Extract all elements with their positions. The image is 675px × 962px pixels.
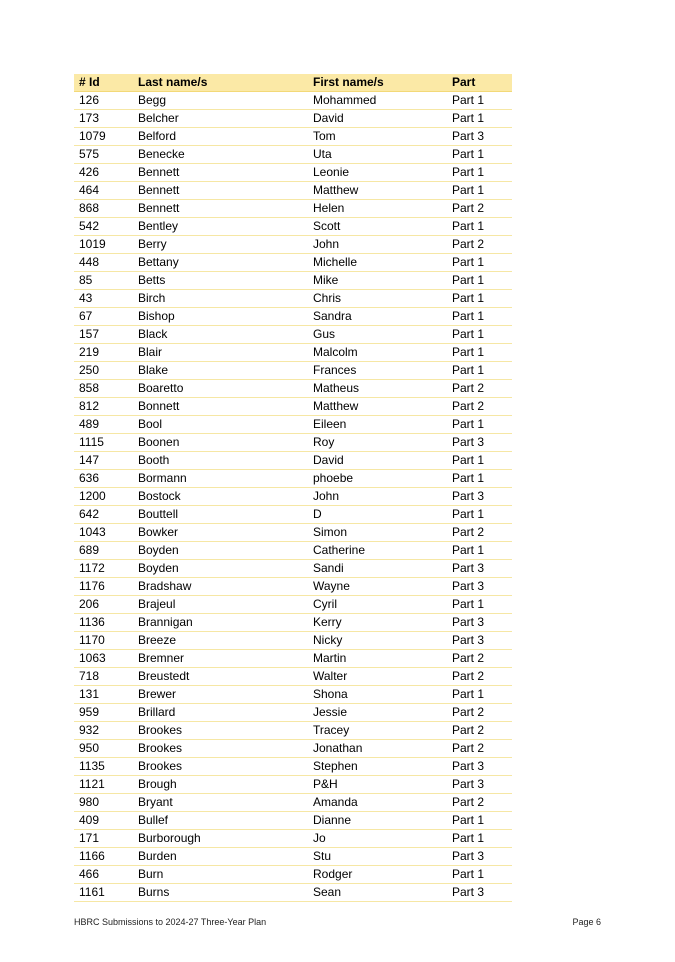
cell-id: 575 xyxy=(74,146,133,164)
cell-first-name: David xyxy=(308,452,447,470)
table-row xyxy=(74,380,512,398)
cell-id: 448 xyxy=(74,254,133,272)
cell-first-name: Catherine xyxy=(308,542,447,560)
cell-id: 1019 xyxy=(74,236,133,254)
table-row xyxy=(74,542,512,560)
submissions-table xyxy=(74,74,512,902)
cell-first-name: Malcolm xyxy=(308,344,447,362)
cell-part: Part 1 xyxy=(447,92,512,110)
cell-part: Part 3 xyxy=(447,884,512,902)
table-row xyxy=(74,578,512,596)
cell-part: Part 3 xyxy=(447,614,512,632)
cell-id: 464 xyxy=(74,182,133,200)
cell-id: 43 xyxy=(74,290,133,308)
cell-first-name: Eileen xyxy=(308,416,447,434)
cell-first-name: Tracey xyxy=(308,722,447,740)
table-row xyxy=(74,650,512,668)
cell-first-name: Jo xyxy=(308,830,447,848)
cell-first-name: D xyxy=(308,506,447,524)
cell-id: 932 xyxy=(74,722,133,740)
cell-part: Part 2 xyxy=(447,380,512,398)
cell-id: 489 xyxy=(74,416,133,434)
cell-last-name: Bryant xyxy=(133,794,308,812)
cell-first-name: Chris xyxy=(308,290,447,308)
table-row xyxy=(74,668,512,686)
cell-first-name: Sandra xyxy=(308,308,447,326)
cell-id: 85 xyxy=(74,272,133,290)
cell-first-name: Amanda xyxy=(308,794,447,812)
cell-part: Part 1 xyxy=(447,830,512,848)
cell-part: Part 2 xyxy=(447,668,512,686)
cell-first-name: Matthew xyxy=(308,182,447,200)
cell-id: 1063 xyxy=(74,650,133,668)
table-row xyxy=(74,164,512,182)
cell-id: 718 xyxy=(74,668,133,686)
table-row xyxy=(74,488,512,506)
cell-part: Part 1 xyxy=(447,290,512,308)
cell-last-name: Breeze xyxy=(133,632,308,650)
table-row xyxy=(74,722,512,740)
table-row xyxy=(74,632,512,650)
cell-first-name: Mike xyxy=(308,272,447,290)
cell-part: Part 1 xyxy=(447,146,512,164)
cell-part: Part 2 xyxy=(447,794,512,812)
cell-id: 1176 xyxy=(74,578,133,596)
cell-part: Part 1 xyxy=(447,596,512,614)
cell-last-name: Bishop xyxy=(133,308,308,326)
cell-part: Part 1 xyxy=(447,272,512,290)
cell-first-name: Jonathan xyxy=(308,740,447,758)
table-row xyxy=(74,452,512,470)
cell-part: Part 1 xyxy=(447,452,512,470)
cell-id: 542 xyxy=(74,218,133,236)
cell-last-name: Bentley xyxy=(133,218,308,236)
cell-part: Part 2 xyxy=(447,740,512,758)
cell-part: Part 1 xyxy=(447,254,512,272)
table-row xyxy=(74,470,512,488)
cell-id: 171 xyxy=(74,830,133,848)
table-header-row xyxy=(74,74,512,92)
table-row xyxy=(74,254,512,272)
table-row xyxy=(74,398,512,416)
cell-part: Part 1 xyxy=(447,362,512,380)
cell-id: 409 xyxy=(74,812,133,830)
cell-last-name: Bennett xyxy=(133,200,308,218)
cell-last-name: Blake xyxy=(133,362,308,380)
cell-last-name: Begg xyxy=(133,92,308,110)
cell-last-name: Bool xyxy=(133,416,308,434)
cell-last-name: Betts xyxy=(133,272,308,290)
cell-first-name: Roy xyxy=(308,434,447,452)
cell-last-name: Brookes xyxy=(133,722,308,740)
cell-last-name: Burn xyxy=(133,866,308,884)
cell-first-name: Nicky xyxy=(308,632,447,650)
cell-last-name: Burden xyxy=(133,848,308,866)
cell-first-name: Mohammed xyxy=(308,92,447,110)
cell-first-name: Stu xyxy=(308,848,447,866)
table-header xyxy=(74,74,512,92)
cell-id: 642 xyxy=(74,506,133,524)
cell-id: 636 xyxy=(74,470,133,488)
cell-part: Part 3 xyxy=(447,434,512,452)
table-row xyxy=(74,758,512,776)
table-row xyxy=(74,236,512,254)
cell-first-name: Simon xyxy=(308,524,447,542)
cell-id: 868 xyxy=(74,200,133,218)
table-row xyxy=(74,866,512,884)
table-row xyxy=(74,524,512,542)
cell-part: Part 3 xyxy=(447,560,512,578)
cell-last-name: Bullef xyxy=(133,812,308,830)
cell-part: Part 1 xyxy=(447,542,512,560)
cell-part: Part 1 xyxy=(447,506,512,524)
cell-id: 206 xyxy=(74,596,133,614)
column-header-last-name: Last name/s xyxy=(133,74,308,92)
cell-part: Part 1 xyxy=(447,416,512,434)
cell-part: Part 2 xyxy=(447,704,512,722)
cell-part: Part 2 xyxy=(447,650,512,668)
table-row xyxy=(74,560,512,578)
column-header-first-name: First name/s xyxy=(308,74,447,92)
cell-first-name: Sandi xyxy=(308,560,447,578)
cell-last-name: Boaretto xyxy=(133,380,308,398)
cell-first-name: Jessie xyxy=(308,704,447,722)
cell-part: Part 2 xyxy=(447,236,512,254)
cell-id: 426 xyxy=(74,164,133,182)
column-header-part: Part xyxy=(447,74,512,92)
cell-part: Part 3 xyxy=(447,578,512,596)
cell-id: 1200 xyxy=(74,488,133,506)
cell-first-name: Wayne xyxy=(308,578,447,596)
table-row xyxy=(74,308,512,326)
cell-first-name: John xyxy=(308,488,447,506)
cell-first-name: Matheus xyxy=(308,380,447,398)
cell-part: Part 2 xyxy=(447,524,512,542)
cell-id: 1166 xyxy=(74,848,133,866)
cell-last-name: Brannigan xyxy=(133,614,308,632)
cell-first-name: Helen xyxy=(308,200,447,218)
cell-part: Part 3 xyxy=(447,848,512,866)
cell-first-name: Leonie xyxy=(308,164,447,182)
cell-last-name: Brookes xyxy=(133,740,308,758)
cell-id: 812 xyxy=(74,398,133,416)
cell-id: 1121 xyxy=(74,776,133,794)
cell-part: Part 3 xyxy=(447,488,512,506)
cell-id: 1115 xyxy=(74,434,133,452)
table-row xyxy=(74,218,512,236)
cell-first-name: P&H xyxy=(308,776,447,794)
table-row xyxy=(74,290,512,308)
cell-first-name: Uta xyxy=(308,146,447,164)
cell-first-name: Michelle xyxy=(308,254,447,272)
cell-part: Part 2 xyxy=(447,200,512,218)
table-row xyxy=(74,686,512,704)
table-row xyxy=(74,776,512,794)
cell-last-name: Bennett xyxy=(133,182,308,200)
cell-first-name: Martin xyxy=(308,650,447,668)
cell-last-name: Bostock xyxy=(133,488,308,506)
cell-id: 1161 xyxy=(74,884,133,902)
cell-last-name: Belford xyxy=(133,128,308,146)
cell-id: 126 xyxy=(74,92,133,110)
cell-first-name: Matthew xyxy=(308,398,447,416)
cell-part: Part 1 xyxy=(447,812,512,830)
cell-first-name: Kerry xyxy=(308,614,447,632)
cell-id: 980 xyxy=(74,794,133,812)
cell-part: Part 2 xyxy=(447,722,512,740)
cell-id: 1170 xyxy=(74,632,133,650)
cell-part: Part 1 xyxy=(447,866,512,884)
cell-last-name: Bouttell xyxy=(133,506,308,524)
table-row xyxy=(74,272,512,290)
cell-last-name: Burns xyxy=(133,884,308,902)
table-row xyxy=(74,848,512,866)
cell-last-name: Booth xyxy=(133,452,308,470)
cell-last-name: Brajeul xyxy=(133,596,308,614)
cell-first-name: Dianne xyxy=(308,812,447,830)
cell-last-name: Bradshaw xyxy=(133,578,308,596)
table-row xyxy=(74,794,512,812)
cell-last-name: Black xyxy=(133,326,308,344)
table-row xyxy=(74,362,512,380)
cell-last-name: Burborough xyxy=(133,830,308,848)
table-row xyxy=(74,614,512,632)
table-row xyxy=(74,92,512,110)
cell-last-name: Boyden xyxy=(133,542,308,560)
cell-part: Part 3 xyxy=(447,758,512,776)
cell-last-name: Boonen xyxy=(133,434,308,452)
cell-last-name: Bormann xyxy=(133,470,308,488)
cell-id: 219 xyxy=(74,344,133,362)
cell-first-name: John xyxy=(308,236,447,254)
table-row xyxy=(74,146,512,164)
table-row xyxy=(74,416,512,434)
table-row xyxy=(74,704,512,722)
cell-last-name: Brookes xyxy=(133,758,308,776)
cell-id: 173 xyxy=(74,110,133,128)
cell-first-name: Stephen xyxy=(308,758,447,776)
cell-id: 147 xyxy=(74,452,133,470)
submissions-table-container xyxy=(74,74,512,902)
cell-part: Part 1 xyxy=(447,218,512,236)
cell-first-name: Gus xyxy=(308,326,447,344)
cell-part: Part 1 xyxy=(447,470,512,488)
table-row xyxy=(74,830,512,848)
cell-last-name: Blair xyxy=(133,344,308,362)
cell-first-name: Sean xyxy=(308,884,447,902)
cell-part: Part 1 xyxy=(447,344,512,362)
cell-id: 950 xyxy=(74,740,133,758)
cell-last-name: Belcher xyxy=(133,110,308,128)
cell-part: Part 1 xyxy=(447,326,512,344)
cell-first-name: Frances xyxy=(308,362,447,380)
footer-document-title: HBRC Submissions to 2024-27 Three-Year Plan xyxy=(74,917,267,927)
cell-id: 250 xyxy=(74,362,133,380)
footer-page-number: Page 6 xyxy=(572,917,601,927)
cell-part: Part 3 xyxy=(447,128,512,146)
column-header-id: # Id xyxy=(74,74,133,92)
cell-first-name: Shona xyxy=(308,686,447,704)
cell-id: 466 xyxy=(74,866,133,884)
table-row xyxy=(74,200,512,218)
cell-part: Part 1 xyxy=(447,110,512,128)
cell-last-name: Bremner xyxy=(133,650,308,668)
table-row xyxy=(74,740,512,758)
cell-part: Part 1 xyxy=(447,308,512,326)
table-row xyxy=(74,884,512,902)
cell-last-name: Boyden xyxy=(133,560,308,578)
cell-first-name: Walter xyxy=(308,668,447,686)
cell-part: Part 3 xyxy=(447,776,512,794)
cell-last-name: Brillard xyxy=(133,704,308,722)
cell-part: Part 1 xyxy=(447,164,512,182)
cell-last-name: Bowker xyxy=(133,524,308,542)
cell-first-name: Tom xyxy=(308,128,447,146)
cell-last-name: Brough xyxy=(133,776,308,794)
cell-first-name: Scott xyxy=(308,218,447,236)
cell-last-name: Breustedt xyxy=(133,668,308,686)
cell-last-name: Benecke xyxy=(133,146,308,164)
cell-last-name: Brewer xyxy=(133,686,308,704)
cell-id: 1043 xyxy=(74,524,133,542)
cell-id: 1135 xyxy=(74,758,133,776)
table-row xyxy=(74,326,512,344)
cell-last-name: Berry xyxy=(133,236,308,254)
cell-last-name: Bonnett xyxy=(133,398,308,416)
table-row xyxy=(74,812,512,830)
cell-id: 157 xyxy=(74,326,133,344)
cell-first-name: phoebe xyxy=(308,470,447,488)
cell-last-name: Bennett xyxy=(133,164,308,182)
table-row xyxy=(74,596,512,614)
cell-id: 1172 xyxy=(74,560,133,578)
table-row xyxy=(74,434,512,452)
cell-id: 858 xyxy=(74,380,133,398)
table-row xyxy=(74,182,512,200)
table-row xyxy=(74,344,512,362)
cell-first-name: Cyril xyxy=(308,596,447,614)
cell-id: 131 xyxy=(74,686,133,704)
cell-first-name: David xyxy=(308,110,447,128)
cell-part: Part 2 xyxy=(447,398,512,416)
cell-id: 959 xyxy=(74,704,133,722)
table-body xyxy=(74,92,512,902)
cell-first-name: Rodger xyxy=(308,866,447,884)
cell-part: Part 3 xyxy=(447,632,512,650)
cell-id: 1136 xyxy=(74,614,133,632)
cell-id: 689 xyxy=(74,542,133,560)
cell-last-name: Bettany xyxy=(133,254,308,272)
cell-last-name: Birch xyxy=(133,290,308,308)
cell-id: 1079 xyxy=(74,128,133,146)
cell-part: Part 1 xyxy=(447,686,512,704)
table-row xyxy=(74,128,512,146)
table-row xyxy=(74,110,512,128)
cell-id: 67 xyxy=(74,308,133,326)
cell-part: Part 1 xyxy=(447,182,512,200)
table-row xyxy=(74,506,512,524)
